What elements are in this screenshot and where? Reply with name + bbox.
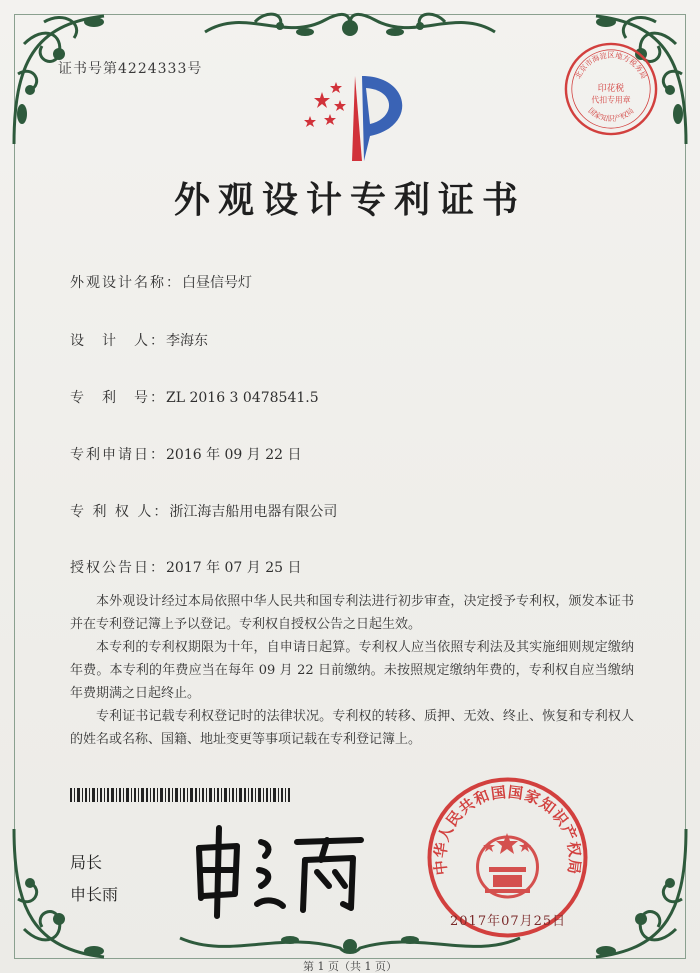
field-filing-date <box>70 444 302 464</box>
patentee-value: 浙江海吉船用电器有限公司 <box>169 504 338 520</box>
seal-org-text: 中华人民共和国国家知识产权局 <box>431 783 584 877</box>
paragraph-1: 本外观设计经过本局依照中华人民共和国专利法进行初步审查，决定授予专利权，颁发本证书并在专利登记簿上予以登记。专利权自授权公告之日起生效。 <box>70 594 634 632</box>
signatory-title: 局长 <box>70 853 103 872</box>
designer-label: 设 计 人： <box>70 333 166 349</box>
small-seal-top-text: 北京市海淀区地方税务局 <box>573 50 649 81</box>
handwritten-signature-icon <box>185 820 375 920</box>
ornament-top-left <box>4 4 154 154</box>
cnipa-logo-icon <box>300 66 420 166</box>
design-name-value: 白昼信号灯 <box>182 275 252 291</box>
field-designer <box>70 330 208 350</box>
svg-text:中华人民共和国国家知识产权局 <box>431 783 584 876</box>
grant-date-value: 2017 年 07 月 25 日 <box>166 560 302 576</box>
field-design-name <box>70 272 252 292</box>
small-seal-bottom-text: 国家知识产权局 <box>586 105 636 124</box>
paragraph-3: 专利证书记载专利权登记时的法律状况。专利权的转移、质押、无效、终止、恢复和专利权人的姓名或名称、国籍、地址变更等事项记载在专利登记簿上。 <box>70 709 634 747</box>
seal-date: 2017年07月25日 <box>450 914 567 929</box>
small-seal-inner-2: 代扣专用章 <box>591 95 631 105</box>
patent-no-value: ZL 2016 3 0478541.5 <box>166 390 319 406</box>
signatory-name: 申长雨 <box>70 885 119 904</box>
designer-value: 李海东 <box>166 333 208 349</box>
filing-date-label: 专利申请日： <box>70 447 166 463</box>
svg-text:北京市海淀区地方税务局 <box>573 51 648 81</box>
filing-date-value: 2016 年 09 月 22 日 <box>166 447 302 463</box>
field-grant-date <box>70 557 302 577</box>
patentee-label: 专 利 权 人： <box>70 504 170 520</box>
patent-no-label: 专 利 号： <box>70 390 166 406</box>
design-name-label: 外观设计名称： <box>70 275 182 291</box>
certificate-number: 证书号第4224333号 <box>58 61 203 77</box>
tax-seal-icon <box>562 40 660 138</box>
field-patentee <box>70 501 337 521</box>
svg-text:国家知识产权局 <box>587 106 636 123</box>
ornament-top-center <box>195 2 505 52</box>
page-number: 第 1 页（共 1 页） <box>303 960 397 973</box>
small-seal-inner-1: 印花税 <box>597 83 625 94</box>
barcode <box>70 788 290 802</box>
field-patent-no <box>70 387 319 407</box>
certificate-title: 外观设计专利证书 <box>173 179 526 221</box>
grant-date-label: 授权公告日： <box>70 560 166 576</box>
paragraph-2: 本专利的专利权期限为十年，自申请日起算。专利权人应当依照专利法及其实施细则规定缴纳年费。本专利的年费应当在每年 09 月 22 日前缴纳。未按照规定缴纳年费的，专利权自应当缴纳年费期满之日起终止。 <box>70 640 634 701</box>
